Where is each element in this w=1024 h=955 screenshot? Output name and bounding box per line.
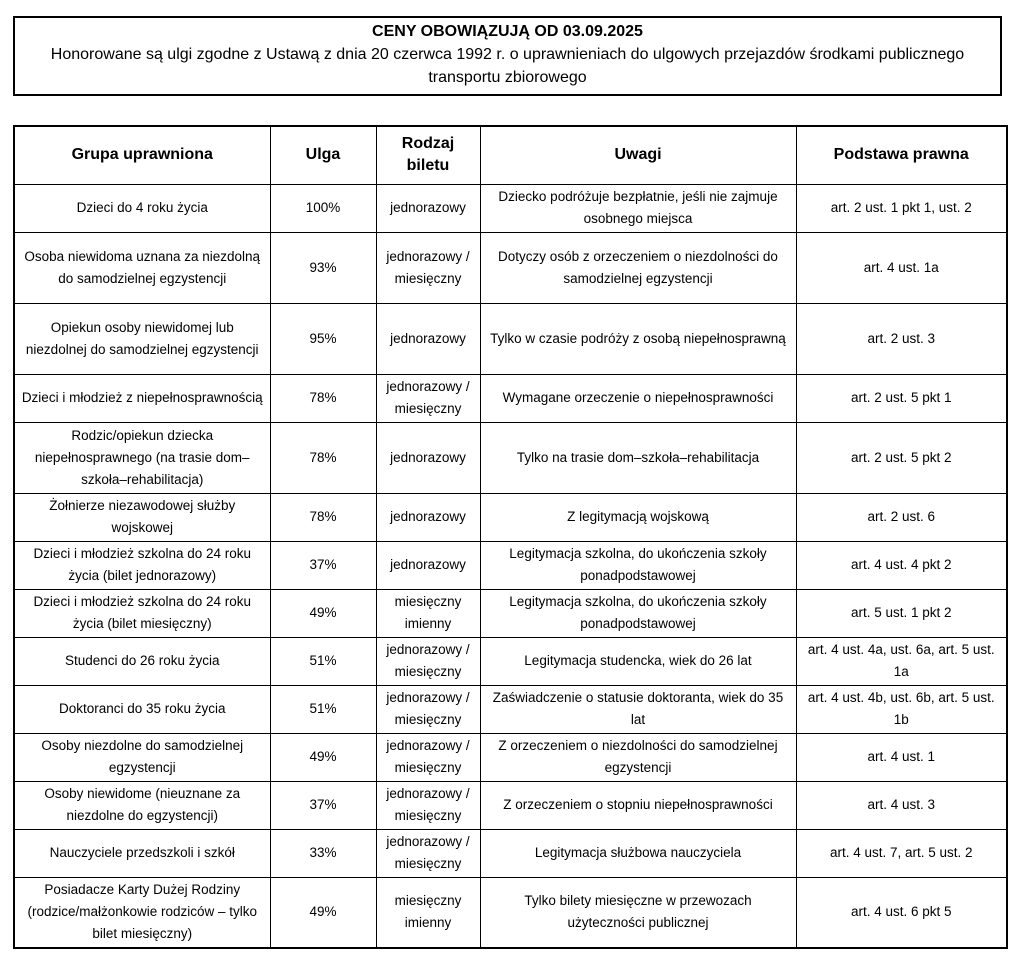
cell-discount: 49% xyxy=(270,589,376,637)
cell-group: Studenci do 26 roku życia xyxy=(14,637,270,685)
cell-legal-basis: art. 2 ust. 3 xyxy=(796,303,1007,374)
cell-ticket-type: jednorazowy xyxy=(376,184,480,232)
cell-ticket-type: jednorazowy / miesięczny xyxy=(376,781,480,829)
cell-group: Dzieci i młodzież z niepełnosprawnością xyxy=(14,374,270,422)
table-row xyxy=(14,781,1007,829)
table-row xyxy=(14,733,1007,781)
cell-notes: Legitymacja studencka, wiek do 26 lat xyxy=(480,637,796,685)
cell-legal-basis: art. 4 ust. 4a, ust. 6a, art. 5 ust. 1a xyxy=(796,637,1007,685)
column-header-group: Grupa uprawniona xyxy=(14,126,270,184)
cell-discount: 37% xyxy=(270,781,376,829)
cell-group: Osoby niewidome (nieuznane za niezdolne do egzystencji) xyxy=(14,781,270,829)
cell-notes: Z legitymacją wojskową xyxy=(480,493,796,541)
cell-notes: Zaświadczenie o statusie doktoranta, wiek do 35 lat xyxy=(480,685,796,733)
cell-group: Dzieci i młodzież szkolna do 24 roku życia (bilet jednorazowy) xyxy=(14,541,270,589)
cell-group: Dzieci i młodzież szkolna do 24 roku życia (bilet miesięczny) xyxy=(14,589,270,637)
cell-group: Posiadacze Karty Dużej Rodziny (rodzice/małżonkowie rodziców – tylko bilet miesięczny) xyxy=(14,877,270,948)
cell-ticket-type: jednorazowy / miesięczny xyxy=(376,637,480,685)
cell-ticket-type: jednorazowy / miesięczny xyxy=(376,829,480,877)
cell-group: Nauczyciele przedszkoli i szkół xyxy=(14,829,270,877)
cell-legal-basis: art. 5 ust. 1 pkt 2 xyxy=(796,589,1007,637)
cell-ticket-type: jednorazowy xyxy=(376,303,480,374)
table-header-row xyxy=(14,126,1007,184)
table-row xyxy=(14,637,1007,685)
cell-notes: Legitymacja szkolna, do ukończenia szkoły ponadpodstawowej xyxy=(480,589,796,637)
cell-ticket-type: jednorazowy xyxy=(376,493,480,541)
cell-ticket-type: jednorazowy / miesięczny xyxy=(376,374,480,422)
cell-ticket-type: jednorazowy xyxy=(376,541,480,589)
cell-legal-basis: art. 2 ust. 1 pkt 1, ust. 2 xyxy=(796,184,1007,232)
column-header-notes: Uwagi xyxy=(480,126,796,184)
table-row xyxy=(14,877,1007,948)
table-row xyxy=(14,493,1007,541)
cell-notes: Tylko bilety miesięczne w przewozach użyteczności publicznej xyxy=(480,877,796,948)
cell-ticket-type: miesięczny imienny xyxy=(376,589,480,637)
table-row xyxy=(14,422,1007,493)
cell-notes: Legitymacja szkolna, do ukończenia szkoły ponadpodstawowej xyxy=(480,541,796,589)
cell-discount: 51% xyxy=(270,685,376,733)
cell-notes: Tylko na trasie dom–szkoła–rehabilitacja xyxy=(480,422,796,493)
cell-legal-basis: art. 4 ust. 6 pkt 5 xyxy=(796,877,1007,948)
cell-discount: 49% xyxy=(270,877,376,948)
discount-table xyxy=(13,125,1008,949)
cell-notes: Z orzeczeniem o niezdolności do samodzielnej egzystencji xyxy=(480,733,796,781)
cell-discount: 33% xyxy=(270,829,376,877)
cell-ticket-type: jednorazowy / miesięczny xyxy=(376,685,480,733)
legal-basis-note: Honorowane są ulgi zgodne z Ustawą z dnia 20 czerwca 1992 r. o uprawnieniach do ulgowych przejazdów środkami publicznego transportu zbiorowego xyxy=(50,46,965,86)
cell-discount: 78% xyxy=(270,422,376,493)
price-validity-title: CENY OBOWIĄZUJĄ OD 03.09.2025 xyxy=(372,23,643,40)
cell-discount: 93% xyxy=(270,232,376,303)
cell-ticket-type: miesięczny imienny xyxy=(376,877,480,948)
cell-group: Osoba niewidoma uznana za niezdolną do samodzielnej egzystencji xyxy=(14,232,270,303)
cell-ticket-type: jednorazowy / miesięczny xyxy=(376,733,480,781)
cell-legal-basis: art. 4 ust. 1a xyxy=(796,232,1007,303)
cell-notes: Dziecko podróżuje bezpłatnie, jeśli nie zajmuje osobnego miejsca xyxy=(480,184,796,232)
notice-header xyxy=(13,16,1002,96)
cell-notes: Z orzeczeniem o stopniu niepełnosprawności xyxy=(480,781,796,829)
cell-group: Żołnierze niezawodowej służby wojskowej xyxy=(14,493,270,541)
cell-legal-basis: art. 4 ust. 3 xyxy=(796,781,1007,829)
cell-ticket-type: jednorazowy xyxy=(376,422,480,493)
cell-discount: 78% xyxy=(270,374,376,422)
table-row xyxy=(14,232,1007,303)
table-row xyxy=(14,303,1007,374)
table-row xyxy=(14,184,1007,232)
cell-discount: 100% xyxy=(270,184,376,232)
cell-discount: 78% xyxy=(270,493,376,541)
cell-legal-basis: art. 2 ust. 5 pkt 2 xyxy=(796,422,1007,493)
table-row xyxy=(14,829,1007,877)
table-row xyxy=(14,541,1007,589)
cell-notes: Tylko w czasie podróży z osobą niepełnosprawną xyxy=(480,303,796,374)
cell-legal-basis: art. 4 ust. 7, art. 5 ust. 2 xyxy=(796,829,1007,877)
cell-discount: 95% xyxy=(270,303,376,374)
cell-legal-basis: art. 4 ust. 4b, ust. 6b, art. 5 ust. 1b xyxy=(796,685,1007,733)
column-header-legal-basis: Podstawa prawna xyxy=(796,126,1007,184)
cell-notes: Dotyczy osób z orzeczeniem o niezdolności do samodzielnej egzystencji xyxy=(480,232,796,303)
cell-discount: 49% xyxy=(270,733,376,781)
cell-discount: 51% xyxy=(270,637,376,685)
cell-group: Dzieci do 4 roku życia xyxy=(14,184,270,232)
cell-group: Opiekun osoby niewidomej lub niezdolnej do samodzielnej egzystencji xyxy=(14,303,270,374)
cell-legal-basis: art. 4 ust. 1 xyxy=(796,733,1007,781)
column-header-ticket-type: Rodzaj biletu xyxy=(376,126,480,184)
cell-ticket-type: jednorazowy / miesięczny xyxy=(376,232,480,303)
cell-notes: Legitymacja służbowa nauczyciela xyxy=(480,829,796,877)
cell-group: Rodzic/opiekun dziecka niepełnosprawnego (na trasie dom–szkoła–rehabilitacja) xyxy=(14,422,270,493)
cell-legal-basis: art. 2 ust. 6 xyxy=(796,493,1007,541)
table-row xyxy=(14,685,1007,733)
cell-legal-basis: art. 2 ust. 5 pkt 1 xyxy=(796,374,1007,422)
cell-group: Osoby niezdolne do samodzielnej egzystencji xyxy=(14,733,270,781)
cell-group: Doktoranci do 35 roku życia xyxy=(14,685,270,733)
cell-legal-basis: art. 4 ust. 4 pkt 2 xyxy=(796,541,1007,589)
column-header-discount: Ulga xyxy=(270,126,376,184)
cell-notes: Wymagane orzeczenie o niepełnosprawności xyxy=(480,374,796,422)
table-row xyxy=(14,374,1007,422)
table-row xyxy=(14,589,1007,637)
cell-discount: 37% xyxy=(270,541,376,589)
